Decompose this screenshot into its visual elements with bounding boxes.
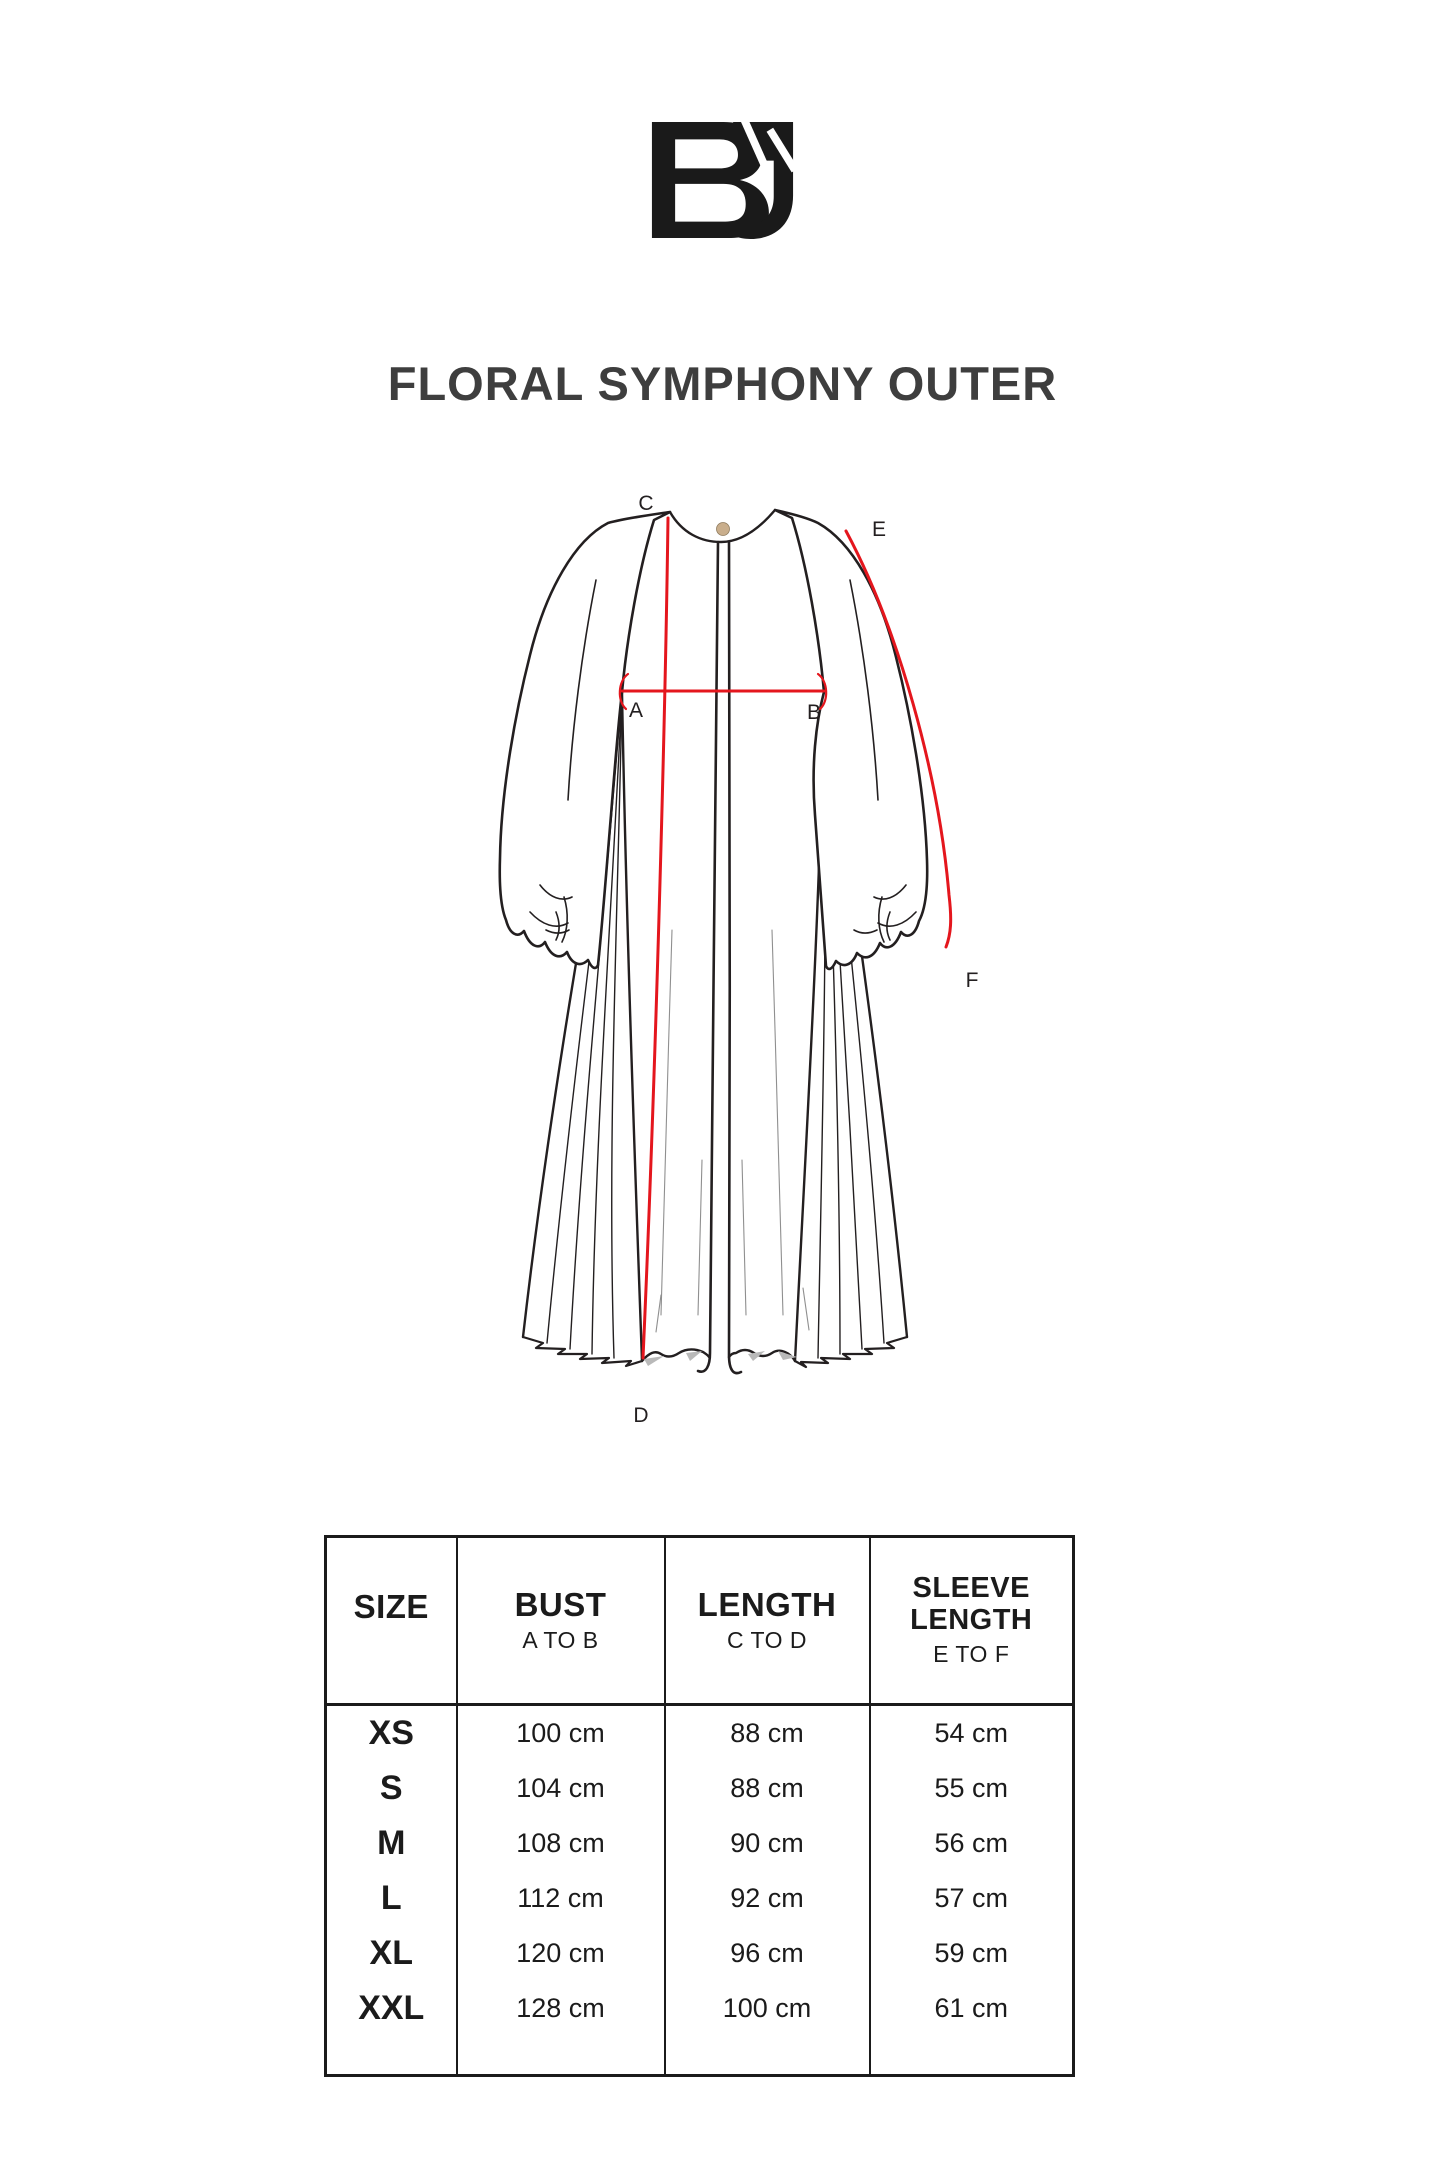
center-front-left-line	[698, 542, 718, 1372]
right-sleeve	[775, 510, 927, 969]
table-row-xxl	[326, 1981, 1074, 2036]
table-row-s	[326, 1761, 1074, 1816]
center-front-right-line	[729, 542, 741, 1373]
left-front-panel-edge	[622, 692, 642, 1361]
col-header-sleeve-length: SLEEVE LENGTH E TO F	[870, 1537, 1074, 1705]
label-d: D	[633, 1404, 649, 1427]
garment-diagram	[350, 460, 1050, 1460]
measurement-labels	[629, 492, 978, 1427]
col-header-size: SIZE	[326, 1537, 457, 1705]
sleeve-cell: 56 cm	[870, 1816, 1074, 1871]
label-f: F	[965, 969, 979, 992]
label-e: E	[871, 518, 887, 541]
brand-logo-monogram-icon	[650, 120, 795, 241]
hem-shading	[644, 1351, 797, 1366]
bust-cell: 104 cm	[457, 1761, 665, 1816]
length-cell: 100 cm	[665, 1981, 870, 2036]
size-cell: XS	[326, 1705, 457, 1762]
left-sleeve	[500, 512, 670, 968]
length-cell: 92 cm	[665, 1871, 870, 1926]
bust-cell: 100 cm	[457, 1705, 665, 1762]
size-table-header	[326, 1537, 1074, 1705]
sleeve-cell: 55 cm	[870, 1761, 1074, 1816]
col-header-bust: BUST A TO B	[457, 1537, 665, 1705]
garment-line-art	[350, 460, 1050, 1460]
left-pleated-hem	[523, 1337, 642, 1366]
size-cell: M	[326, 1816, 457, 1871]
table-row-xs	[326, 1705, 1074, 1762]
length-cell: 90 cm	[665, 1816, 870, 1871]
size-cell: S	[326, 1761, 457, 1816]
label-c: C	[638, 492, 654, 515]
bust-cell: 112 cm	[457, 1871, 665, 1926]
length-measure-line-c-d	[643, 518, 668, 1358]
table-row-xl	[326, 1926, 1074, 1981]
size-cell: XXL	[326, 1981, 457, 2036]
label-b: B	[806, 701, 822, 724]
sleeve-cell: 61 cm	[870, 1981, 1074, 2036]
garment-outline	[500, 510, 927, 1373]
brand-logo	[650, 120, 795, 241]
col-header-length: LENGTH C TO D	[665, 1537, 870, 1705]
size-cell: XL	[326, 1926, 457, 1981]
size-table	[324, 1535, 1075, 2077]
right-pleated-hem	[795, 1337, 907, 1367]
page-title: FLORAL SYMPHONY OUTER	[387, 357, 1058, 410]
bust-cell: 128 cm	[457, 1981, 665, 2036]
bust-cell: 120 cm	[457, 1926, 665, 1981]
sleeve-cell: 59 cm	[870, 1926, 1074, 1981]
table-row-m	[326, 1816, 1074, 1871]
length-cell: 88 cm	[665, 1761, 870, 1816]
length-cell: 88 cm	[665, 1705, 870, 1762]
length-cell: 96 cm	[665, 1926, 870, 1981]
neck-button	[717, 523, 730, 536]
bust-cell: 108 cm	[457, 1816, 665, 1871]
drape-lines	[656, 930, 809, 1332]
label-a: A	[628, 699, 644, 722]
table-row-l	[326, 1871, 1074, 1926]
sleeve-cell: 57 cm	[870, 1871, 1074, 1926]
size-cell: L	[326, 1871, 457, 1926]
table-bottom-spacer	[326, 2036, 1074, 2076]
sleeve-cell: 54 cm	[870, 1705, 1074, 1762]
measurement-lines	[620, 518, 951, 1358]
